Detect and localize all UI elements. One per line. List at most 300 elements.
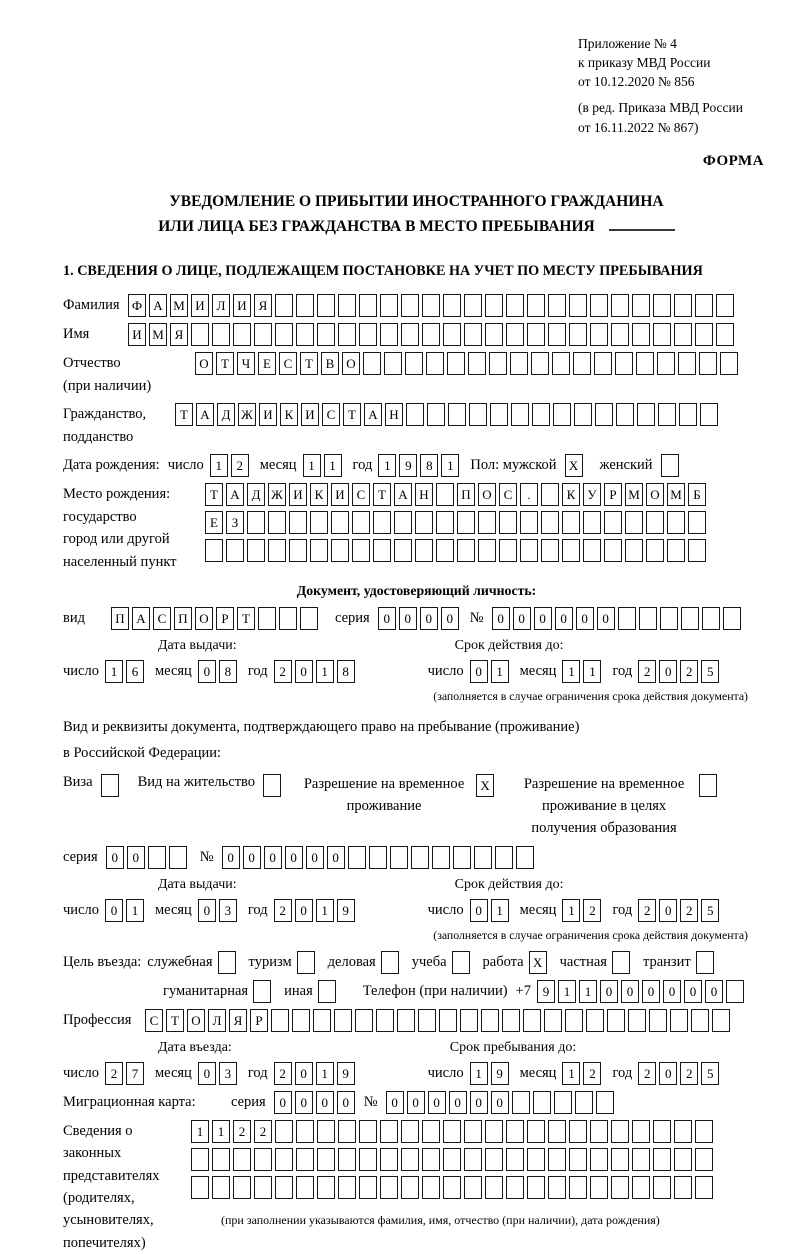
char-cell[interactable] bbox=[401, 323, 419, 346]
char-cell[interactable] bbox=[569, 1176, 587, 1199]
char-cell[interactable] bbox=[565, 1009, 583, 1032]
char-cell[interactable] bbox=[148, 846, 166, 869]
char-cell[interactable] bbox=[573, 352, 591, 375]
date-cell[interactable]: 2 bbox=[274, 660, 292, 683]
option-checkbox[interactable] bbox=[101, 774, 119, 797]
char-cell[interactable] bbox=[275, 1148, 293, 1171]
char-cell[interactable] bbox=[541, 483, 559, 506]
char-cell[interactable] bbox=[422, 1148, 440, 1171]
char-cell[interactable]: 1 bbox=[191, 1120, 209, 1143]
char-cell[interactable] bbox=[720, 352, 738, 375]
char-cell[interactable] bbox=[380, 1148, 398, 1171]
option-checkbox[interactable]: X bbox=[529, 951, 547, 974]
char-cell[interactable] bbox=[474, 846, 492, 869]
char-cell[interactable] bbox=[674, 1176, 692, 1199]
char-cell[interactable]: . bbox=[520, 483, 538, 506]
char-cell[interactable] bbox=[667, 539, 685, 562]
char-cell[interactable] bbox=[380, 294, 398, 317]
char-cell[interactable] bbox=[660, 607, 678, 630]
char-cell[interactable] bbox=[254, 1148, 272, 1171]
char-cell[interactable]: С bbox=[145, 1009, 163, 1032]
char-cell[interactable]: Р bbox=[250, 1009, 268, 1032]
date-cell[interactable]: 5 bbox=[701, 1062, 719, 1085]
char-cell[interactable]: С bbox=[352, 483, 370, 506]
char-cell[interactable]: 0 bbox=[470, 1091, 488, 1114]
char-cell[interactable] bbox=[233, 323, 251, 346]
char-cell[interactable] bbox=[544, 1009, 562, 1032]
char-cell[interactable] bbox=[348, 846, 366, 869]
char-cell[interactable] bbox=[618, 607, 636, 630]
char-cell[interactable]: А bbox=[132, 607, 150, 630]
char-cell[interactable] bbox=[695, 1176, 713, 1199]
char-cell[interactable] bbox=[527, 1176, 545, 1199]
char-cell[interactable]: Б bbox=[688, 483, 706, 506]
char-cell[interactable]: Л bbox=[212, 294, 230, 317]
char-cell[interactable]: 0 bbox=[127, 846, 145, 869]
char-cell[interactable] bbox=[394, 539, 412, 562]
char-cell[interactable]: 0 bbox=[441, 607, 459, 630]
char-cell[interactable] bbox=[422, 1120, 440, 1143]
char-cell[interactable]: З bbox=[226, 511, 244, 534]
char-cell[interactable] bbox=[397, 1009, 415, 1032]
char-cell[interactable] bbox=[607, 1009, 625, 1032]
char-cell[interactable] bbox=[554, 1091, 572, 1114]
char-cell[interactable]: О bbox=[187, 1009, 205, 1032]
char-cell[interactable] bbox=[495, 846, 513, 869]
char-cell[interactable] bbox=[695, 1120, 713, 1143]
char-cell[interactable] bbox=[233, 1176, 251, 1199]
char-cell[interactable] bbox=[695, 323, 713, 346]
char-cell[interactable] bbox=[212, 323, 230, 346]
char-cell[interactable] bbox=[611, 1176, 629, 1199]
char-cell[interactable]: С bbox=[499, 483, 517, 506]
date-cell[interactable]: 1 bbox=[324, 454, 342, 477]
char-cell[interactable] bbox=[527, 294, 545, 317]
char-cell[interactable] bbox=[590, 323, 608, 346]
char-cell[interactable] bbox=[688, 511, 706, 534]
char-cell[interactable] bbox=[439, 1009, 457, 1032]
char-cell[interactable] bbox=[628, 1009, 646, 1032]
char-cell[interactable] bbox=[670, 1009, 688, 1032]
char-cell[interactable]: 0 bbox=[513, 607, 531, 630]
char-cell[interactable]: М bbox=[667, 483, 685, 506]
date-cell[interactable]: 1 bbox=[562, 660, 580, 683]
date-cell[interactable]: 2 bbox=[231, 454, 249, 477]
char-cell[interactable] bbox=[699, 352, 717, 375]
char-cell[interactable] bbox=[401, 1176, 419, 1199]
char-cell[interactable] bbox=[590, 294, 608, 317]
char-cell[interactable] bbox=[247, 511, 265, 534]
char-cell[interactable]: Р bbox=[216, 607, 234, 630]
char-cell[interactable] bbox=[296, 1120, 314, 1143]
option-checkbox[interactable] bbox=[297, 951, 315, 974]
date-cell[interactable]: 9 bbox=[399, 454, 417, 477]
char-cell[interactable]: 0 bbox=[684, 980, 702, 1003]
char-cell[interactable] bbox=[632, 294, 650, 317]
char-cell[interactable] bbox=[646, 539, 664, 562]
char-cell[interactable]: 9 bbox=[537, 980, 555, 1003]
char-cell[interactable] bbox=[317, 1148, 335, 1171]
char-cell[interactable]: О bbox=[195, 607, 213, 630]
date-cell[interactable]: 0 bbox=[295, 899, 313, 922]
char-cell[interactable]: 0 bbox=[399, 607, 417, 630]
date-cell[interactable]: 2 bbox=[638, 899, 656, 922]
char-cell[interactable] bbox=[562, 511, 580, 534]
char-cell[interactable] bbox=[401, 1148, 419, 1171]
char-cell[interactable] bbox=[422, 1176, 440, 1199]
char-cell[interactable] bbox=[436, 483, 454, 506]
char-cell[interactable]: Я bbox=[254, 294, 272, 317]
char-cell[interactable]: Т bbox=[175, 403, 193, 426]
date-cell[interactable]: 5 bbox=[701, 899, 719, 922]
char-cell[interactable] bbox=[485, 1176, 503, 1199]
char-cell[interactable] bbox=[296, 1148, 314, 1171]
date-cell[interactable]: 0 bbox=[198, 660, 216, 683]
char-cell[interactable] bbox=[653, 1120, 671, 1143]
date-cell[interactable]: 1 bbox=[303, 454, 321, 477]
char-cell[interactable] bbox=[636, 352, 654, 375]
char-cell[interactable]: 0 bbox=[295, 1091, 313, 1114]
char-cell[interactable] bbox=[448, 403, 466, 426]
date-cell[interactable]: 0 bbox=[105, 899, 123, 922]
date-cell[interactable]: 0 bbox=[198, 1062, 216, 1085]
char-cell[interactable] bbox=[457, 539, 475, 562]
char-cell[interactable]: И bbox=[233, 294, 251, 317]
char-cell[interactable]: Ж bbox=[238, 403, 256, 426]
date-cell[interactable]: 1 bbox=[562, 899, 580, 922]
char-cell[interactable] bbox=[485, 294, 503, 317]
char-cell[interactable]: Н bbox=[415, 483, 433, 506]
char-cell[interactable] bbox=[604, 539, 622, 562]
char-cell[interactable] bbox=[695, 294, 713, 317]
char-cell[interactable] bbox=[415, 511, 433, 534]
char-cell[interactable]: М bbox=[149, 323, 167, 346]
char-cell[interactable] bbox=[512, 1091, 530, 1114]
char-cell[interactable]: С bbox=[279, 352, 297, 375]
char-cell[interactable]: С bbox=[153, 607, 171, 630]
char-cell[interactable] bbox=[632, 1176, 650, 1199]
char-cell[interactable]: Е bbox=[258, 352, 276, 375]
option-checkbox[interactable] bbox=[696, 951, 714, 974]
date-cell[interactable]: 1 bbox=[126, 899, 144, 922]
char-cell[interactable]: 0 bbox=[491, 1091, 509, 1114]
char-cell[interactable] bbox=[595, 403, 613, 426]
char-cell[interactable] bbox=[369, 846, 387, 869]
date-cell[interactable]: 1 bbox=[441, 454, 459, 477]
char-cell[interactable] bbox=[359, 1148, 377, 1171]
char-cell[interactable]: Т bbox=[216, 352, 234, 375]
char-cell[interactable]: И bbox=[259, 403, 277, 426]
char-cell[interactable] bbox=[506, 1176, 524, 1199]
char-cell[interactable] bbox=[359, 323, 377, 346]
char-cell[interactable] bbox=[594, 352, 612, 375]
char-cell[interactable] bbox=[678, 352, 696, 375]
date-cell[interactable]: 8 bbox=[219, 660, 237, 683]
char-cell[interactable]: А bbox=[394, 483, 412, 506]
char-cell[interactable]: 0 bbox=[327, 846, 345, 869]
char-cell[interactable]: 0 bbox=[378, 607, 396, 630]
char-cell[interactable] bbox=[205, 539, 223, 562]
char-cell[interactable] bbox=[490, 403, 508, 426]
char-cell[interactable] bbox=[723, 607, 741, 630]
char-cell[interactable]: О bbox=[195, 352, 213, 375]
char-cell[interactable] bbox=[432, 846, 450, 869]
char-cell[interactable] bbox=[226, 539, 244, 562]
char-cell[interactable] bbox=[695, 1148, 713, 1171]
char-cell[interactable] bbox=[499, 511, 517, 534]
char-cell[interactable]: М bbox=[625, 483, 643, 506]
char-cell[interactable] bbox=[331, 511, 349, 534]
date-cell[interactable]: 0 bbox=[295, 1062, 313, 1085]
char-cell[interactable] bbox=[359, 1176, 377, 1199]
char-cell[interactable] bbox=[485, 1120, 503, 1143]
char-cell[interactable] bbox=[646, 511, 664, 534]
char-cell[interactable] bbox=[569, 1148, 587, 1171]
char-cell[interactable] bbox=[296, 323, 314, 346]
char-cell[interactable] bbox=[575, 1091, 593, 1114]
date-cell[interactable]: 2 bbox=[680, 660, 698, 683]
char-cell[interactable] bbox=[532, 403, 550, 426]
option-checkbox[interactable] bbox=[612, 951, 630, 974]
char-cell[interactable] bbox=[674, 294, 692, 317]
char-cell[interactable]: 1 bbox=[212, 1120, 230, 1143]
char-cell[interactable] bbox=[527, 1148, 545, 1171]
char-cell[interactable] bbox=[604, 511, 622, 534]
char-cell[interactable] bbox=[317, 1120, 335, 1143]
char-cell[interactable] bbox=[679, 403, 697, 426]
char-cell[interactable] bbox=[373, 539, 391, 562]
char-cell[interactable] bbox=[352, 511, 370, 534]
char-cell[interactable] bbox=[583, 511, 601, 534]
char-cell[interactable] bbox=[296, 294, 314, 317]
char-cell[interactable] bbox=[712, 1009, 730, 1032]
char-cell[interactable] bbox=[489, 352, 507, 375]
char-cell[interactable] bbox=[574, 403, 592, 426]
char-cell[interactable] bbox=[401, 1120, 419, 1143]
char-cell[interactable]: Т bbox=[237, 607, 255, 630]
char-cell[interactable]: Е bbox=[205, 511, 223, 534]
char-cell[interactable] bbox=[258, 607, 276, 630]
char-cell[interactable] bbox=[279, 607, 297, 630]
date-cell[interactable]: 2 bbox=[638, 1062, 656, 1085]
date-cell[interactable]: 2 bbox=[274, 899, 292, 922]
char-cell[interactable] bbox=[548, 1148, 566, 1171]
char-cell[interactable] bbox=[436, 539, 454, 562]
char-cell[interactable] bbox=[401, 294, 419, 317]
char-cell[interactable]: Т bbox=[300, 352, 318, 375]
char-cell[interactable]: О bbox=[478, 483, 496, 506]
char-cell[interactable] bbox=[478, 539, 496, 562]
char-cell[interactable] bbox=[464, 294, 482, 317]
char-cell[interactable]: О bbox=[646, 483, 664, 506]
char-cell[interactable] bbox=[338, 294, 356, 317]
date-cell[interactable]: 2 bbox=[680, 1062, 698, 1085]
char-cell[interactable]: Т bbox=[166, 1009, 184, 1032]
date-cell[interactable]: 0 bbox=[470, 660, 488, 683]
char-cell[interactable]: 0 bbox=[597, 607, 615, 630]
char-cell[interactable] bbox=[212, 1176, 230, 1199]
char-cell[interactable] bbox=[380, 323, 398, 346]
char-cell[interactable]: 0 bbox=[449, 1091, 467, 1114]
char-cell[interactable] bbox=[457, 511, 475, 534]
char-cell[interactable] bbox=[632, 323, 650, 346]
char-cell[interactable] bbox=[443, 1148, 461, 1171]
char-cell[interactable]: 0 bbox=[274, 1091, 292, 1114]
char-cell[interactable] bbox=[292, 1009, 310, 1032]
char-cell[interactable] bbox=[674, 1148, 692, 1171]
char-cell[interactable] bbox=[464, 1148, 482, 1171]
char-cell[interactable]: 0 bbox=[576, 607, 594, 630]
char-cell[interactable] bbox=[380, 1120, 398, 1143]
date-cell[interactable]: 1 bbox=[491, 660, 509, 683]
char-cell[interactable] bbox=[590, 1120, 608, 1143]
char-cell[interactable]: Д bbox=[217, 403, 235, 426]
date-cell[interactable]: 7 bbox=[126, 1062, 144, 1085]
char-cell[interactable] bbox=[405, 352, 423, 375]
date-cell[interactable]: 2 bbox=[583, 1062, 601, 1085]
char-cell[interactable]: А bbox=[196, 403, 214, 426]
option-checkbox[interactable] bbox=[381, 951, 399, 974]
char-cell[interactable] bbox=[275, 294, 293, 317]
char-cell[interactable] bbox=[590, 1176, 608, 1199]
char-cell[interactable] bbox=[541, 511, 559, 534]
char-cell[interactable] bbox=[394, 511, 412, 534]
char-cell[interactable] bbox=[527, 323, 545, 346]
char-cell[interactable] bbox=[674, 323, 692, 346]
char-cell[interactable] bbox=[632, 1120, 650, 1143]
char-cell[interactable] bbox=[616, 403, 634, 426]
char-cell[interactable]: 0 bbox=[243, 846, 261, 869]
char-cell[interactable] bbox=[376, 1009, 394, 1032]
char-cell[interactable] bbox=[562, 539, 580, 562]
char-cell[interactable] bbox=[661, 454, 679, 477]
char-cell[interactable] bbox=[271, 1009, 289, 1032]
date-cell[interactable]: 1 bbox=[491, 899, 509, 922]
option-checkbox[interactable] bbox=[318, 980, 336, 1003]
date-cell[interactable]: 1 bbox=[210, 454, 228, 477]
char-cell[interactable] bbox=[700, 403, 718, 426]
char-cell[interactable] bbox=[406, 403, 424, 426]
char-cell[interactable] bbox=[300, 607, 318, 630]
char-cell[interactable] bbox=[363, 352, 381, 375]
date-cell[interactable]: 9 bbox=[337, 899, 355, 922]
char-cell[interactable] bbox=[506, 294, 524, 317]
date-cell[interactable]: 0 bbox=[295, 660, 313, 683]
char-cell[interactable] bbox=[338, 1120, 356, 1143]
char-cell[interactable]: А bbox=[149, 294, 167, 317]
char-cell[interactable]: 0 bbox=[306, 846, 324, 869]
char-cell[interactable]: 2 bbox=[233, 1120, 251, 1143]
char-cell[interactable] bbox=[541, 539, 559, 562]
char-cell[interactable]: 0 bbox=[705, 980, 723, 1003]
date-cell[interactable]: 1 bbox=[316, 899, 334, 922]
char-cell[interactable] bbox=[443, 294, 461, 317]
date-cell[interactable]: 2 bbox=[638, 660, 656, 683]
char-cell[interactable]: 0 bbox=[264, 846, 282, 869]
char-cell[interactable] bbox=[569, 323, 587, 346]
char-cell[interactable] bbox=[548, 323, 566, 346]
date-cell[interactable]: 5 bbox=[701, 660, 719, 683]
char-cell[interactable] bbox=[464, 1120, 482, 1143]
char-cell[interactable]: К bbox=[280, 403, 298, 426]
date-cell[interactable]: 0 bbox=[470, 899, 488, 922]
char-cell[interactable]: 0 bbox=[642, 980, 660, 1003]
char-cell[interactable] bbox=[418, 1009, 436, 1032]
char-cell[interactable] bbox=[657, 352, 675, 375]
option-checkbox[interactable] bbox=[452, 951, 470, 974]
char-cell[interactable] bbox=[289, 539, 307, 562]
char-cell[interactable] bbox=[289, 511, 307, 534]
char-cell[interactable]: 0 bbox=[106, 846, 124, 869]
date-cell[interactable]: 1 bbox=[470, 1062, 488, 1085]
date-cell[interactable]: 0 bbox=[659, 660, 677, 683]
char-cell[interactable] bbox=[716, 294, 734, 317]
date-cell[interactable]: 1 bbox=[316, 660, 334, 683]
char-cell[interactable] bbox=[443, 1176, 461, 1199]
char-cell[interactable]: П bbox=[174, 607, 192, 630]
char-cell[interactable]: Ж bbox=[268, 483, 286, 506]
char-cell[interactable] bbox=[338, 1176, 356, 1199]
char-cell[interactable] bbox=[485, 323, 503, 346]
char-cell[interactable]: Ф bbox=[128, 294, 146, 317]
char-cell[interactable]: И bbox=[289, 483, 307, 506]
char-cell[interactable]: К bbox=[310, 483, 328, 506]
option-checkbox[interactable]: X bbox=[476, 774, 494, 797]
char-cell[interactable]: 0 bbox=[285, 846, 303, 869]
char-cell[interactable] bbox=[667, 511, 685, 534]
char-cell[interactable]: В bbox=[321, 352, 339, 375]
char-cell[interactable]: М bbox=[170, 294, 188, 317]
char-cell[interactable] bbox=[510, 352, 528, 375]
option-checkbox[interactable] bbox=[263, 774, 281, 797]
char-cell[interactable] bbox=[384, 352, 402, 375]
char-cell[interactable]: 0 bbox=[407, 1091, 425, 1114]
char-cell[interactable] bbox=[254, 323, 272, 346]
char-cell[interactable]: К bbox=[562, 483, 580, 506]
char-cell[interactable]: 1 bbox=[558, 980, 576, 1003]
char-cell[interactable] bbox=[317, 323, 335, 346]
char-cell[interactable] bbox=[352, 539, 370, 562]
char-cell[interactable]: Т bbox=[373, 483, 391, 506]
char-cell[interactable]: 0 bbox=[621, 980, 639, 1003]
char-cell[interactable] bbox=[331, 539, 349, 562]
char-cell[interactable] bbox=[373, 511, 391, 534]
char-cell[interactable] bbox=[464, 1176, 482, 1199]
date-cell[interactable]: 0 bbox=[659, 899, 677, 922]
char-cell[interactable] bbox=[268, 539, 286, 562]
char-cell[interactable] bbox=[653, 323, 671, 346]
char-cell[interactable] bbox=[611, 1120, 629, 1143]
char-cell[interactable] bbox=[359, 294, 377, 317]
char-cell[interactable]: Л bbox=[208, 1009, 226, 1032]
char-cell[interactable]: И bbox=[331, 483, 349, 506]
char-cell[interactable] bbox=[380, 1176, 398, 1199]
char-cell[interactable] bbox=[247, 539, 265, 562]
char-cell[interactable] bbox=[596, 1091, 614, 1114]
char-cell[interactable]: 0 bbox=[420, 607, 438, 630]
char-cell[interactable] bbox=[726, 980, 744, 1003]
char-cell[interactable] bbox=[191, 1176, 209, 1199]
char-cell[interactable] bbox=[427, 403, 445, 426]
char-cell[interactable] bbox=[590, 1148, 608, 1171]
date-cell[interactable]: 3 bbox=[219, 1062, 237, 1085]
date-cell[interactable]: 9 bbox=[491, 1062, 509, 1085]
char-cell[interactable] bbox=[310, 511, 328, 534]
char-cell[interactable] bbox=[453, 846, 471, 869]
char-cell[interactable] bbox=[415, 539, 433, 562]
char-cell[interactable] bbox=[485, 1148, 503, 1171]
char-cell[interactable] bbox=[191, 323, 209, 346]
